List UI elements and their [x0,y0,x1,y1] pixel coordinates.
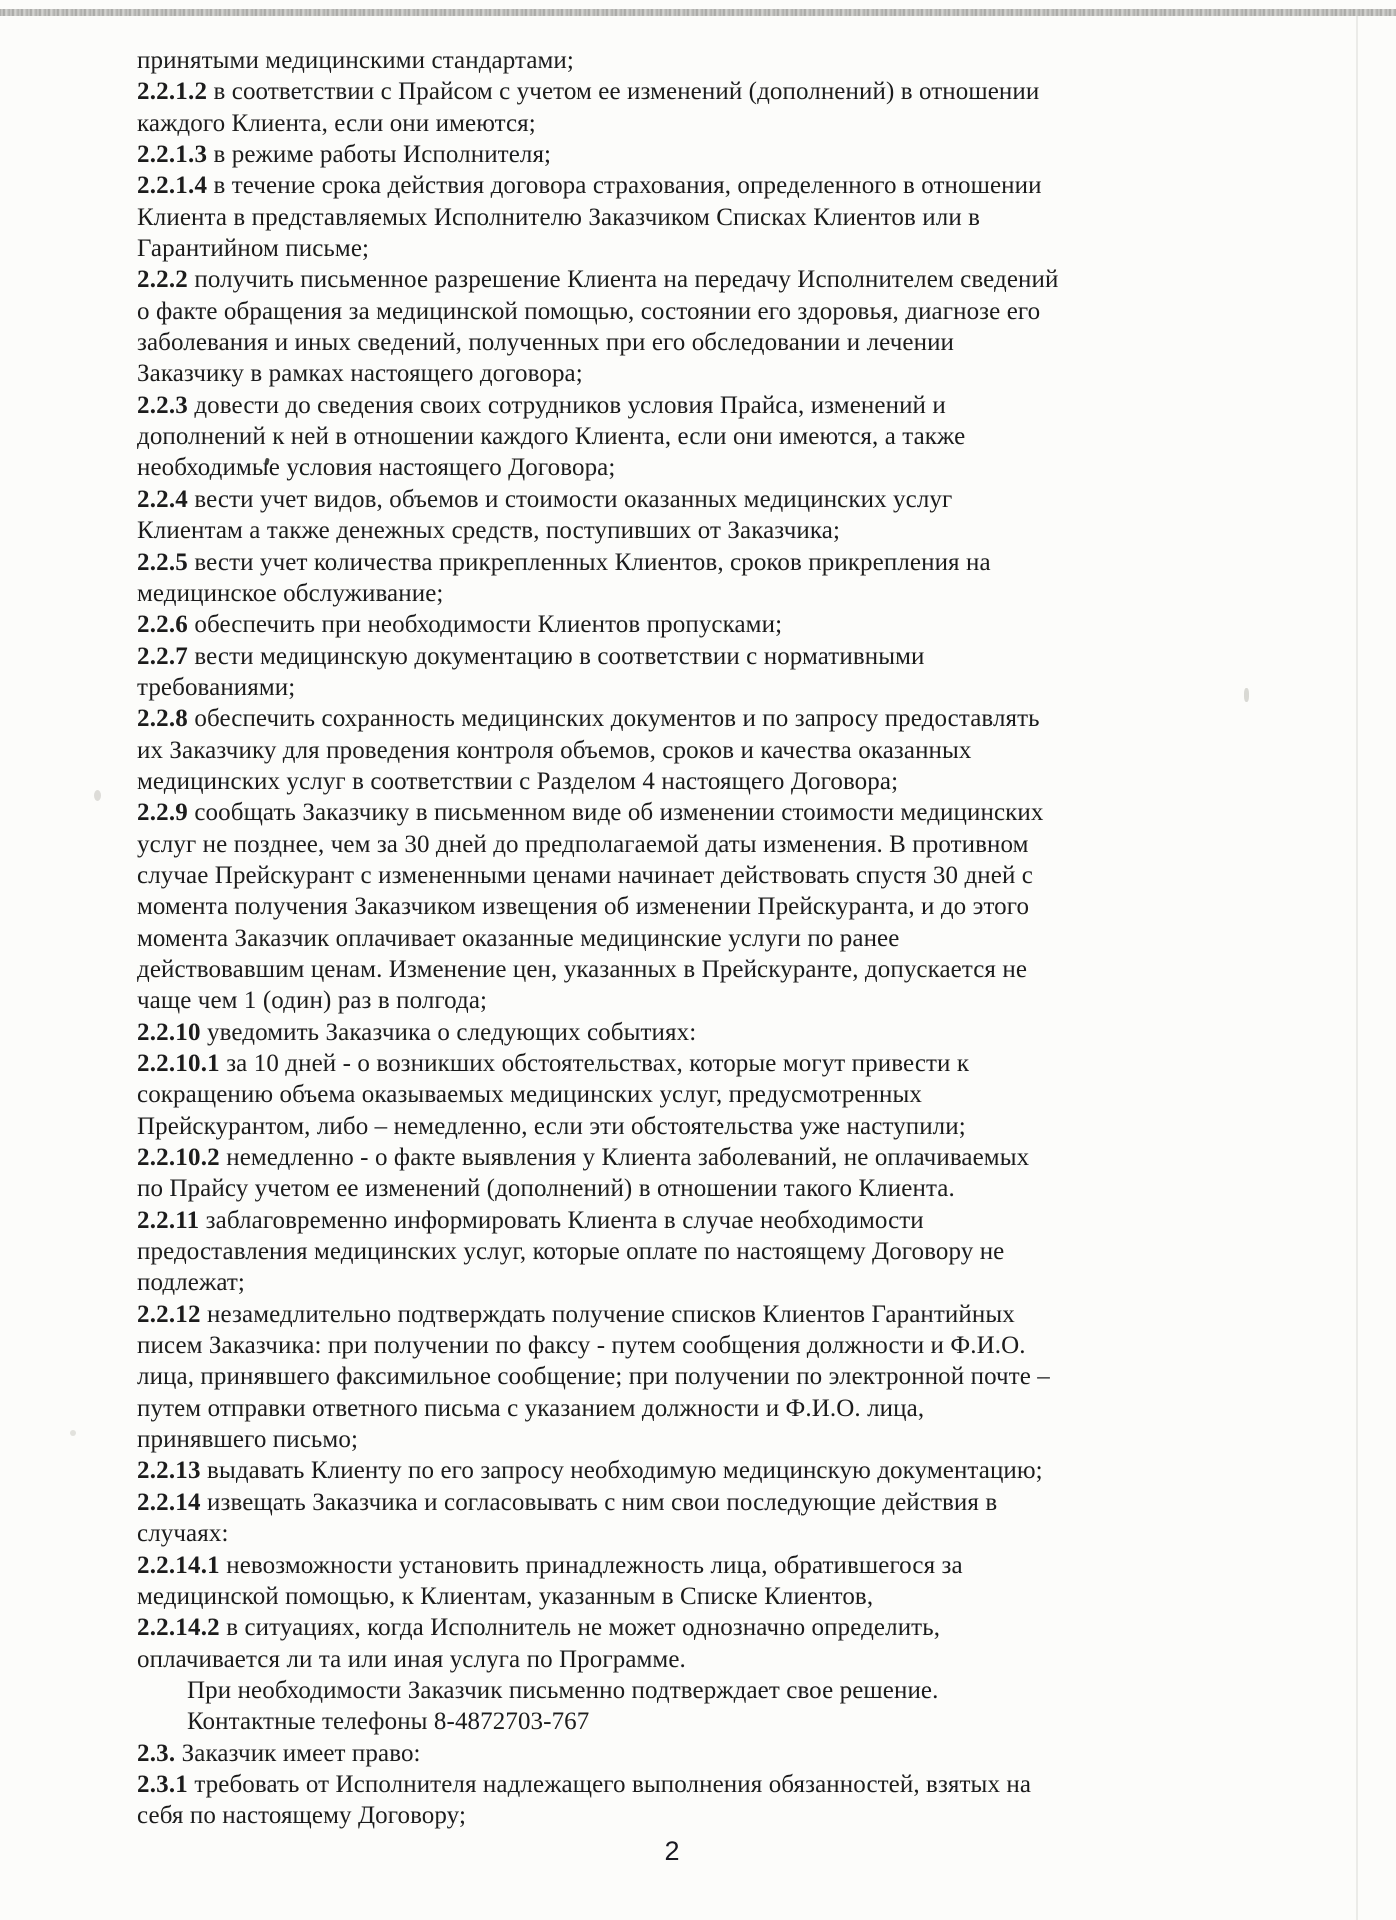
text-line: 2.2.14.2 в ситуациях, когда Исполнитель не может однозначно определить, [137,1614,941,1642]
text-line: писем Заказчика: при получении по факсу - путем сообщения должности и Ф.И.О. [137,1332,1026,1360]
text-line: 2.2.10.2 немедленно - о факте выявления у Клиента заболеваний, не оплачиваемых [137,1144,1030,1172]
text-line: сокращению объема оказываемых медицинских услуг, предусмотренных [137,1081,922,1109]
text-line: необходимые условия настоящего Договора; [137,454,616,482]
text-line: оплачивается ли та или иная услуга по Программе. [137,1645,686,1673]
clause-number: 2.2.1.3 [137,141,208,169]
clause-number: 2.2.14.2 [137,1614,220,1642]
text-line: 2.2.14 извещать Заказчика и согласовывать с ним свои последующие действия в [137,1488,998,1516]
clause-number: 2.2.14.1 [137,1551,220,1579]
page-number: 2 [664,1836,680,1866]
text-line: 2.2.10 уведомить Заказчика о следующих событиях: [137,1018,697,1046]
text-line: Клиентам а также денежных средств, поступивших от Заказчика; [137,517,841,545]
text-line: 2.2.6 обеспечить при необходимости Клиентов пропусками; [137,611,783,639]
text-line: принятыми медицинскими стандартами; [137,47,574,74]
clause-number: 2.2.10 [137,1018,201,1046]
text-line: подлежат; [137,1269,245,1297]
text-line: 2.2.2 получить письменное разрешение Клиента на передачу Исполнителем сведений [137,266,1059,294]
scanner-streak-artifact [1356,16,1358,1920]
clause-number: 2.2.10.2 [137,1144,220,1172]
text-line: чаще чем 1 (один) раз в полгода; [137,987,488,1015]
text-line: 2.2.5 вести учет количества прикрепленных Клиентов, сроков прикрепления на [137,548,991,576]
text-line: 2.2.12 незамедлительно подтверждать получение списков Клиентов Гарантийных [137,1300,1015,1328]
clause-number: 2.2.9 [137,799,188,827]
text-line: каждого Клиента, если они имеются; [137,109,536,137]
text-line: 2.2.10.1 за 10 дней - о возникших обстоятельствах, которые могут привести к [137,1050,970,1077]
text-line: Клиента в представляемых Исполнителю Заказчиком Списках Клиентов или в [137,203,981,231]
text-line: лица, принявшего факсимильное сообщение; при получении по электронной почте – [137,1363,1050,1391]
clause-number: 2.2.7 [137,642,188,670]
clause-number: 2.2.1.2 [137,78,208,106]
clause-number: 2.2.3 [137,391,188,419]
text-line: 2.2.14.1 невозможности установить принадлежность лица, обратившегося за [137,1551,963,1579]
clause-number: 2.3. [137,1739,176,1767]
text-line: При необходимости Заказчик письменно подтверждает свое решение. [187,1676,939,1704]
text-line: 2.2.3 довести до сведения своих сотрудников условия Прайса, изменений и [137,391,946,419]
clause-number: 2.2.13 [137,1457,201,1485]
text-line: 2.2.7 вести медицинскую документацию в соответствии с нормативными [137,642,925,670]
text-line: 2.2.4 вести учет видов, объемов и стоимости оказанных медицинских услуг [137,485,953,513]
text-line: 2.2.11 заблаговременно информировать Клиента в случае необходимости [137,1206,924,1234]
text-line: себя по настоящему Договору; [137,1802,466,1830]
clause-number: 2.2.4 [137,485,188,513]
scan-speck [70,1430,76,1436]
text-line: 2.2.1.4 в течение срока действия договора страхования, определенного в отношении [137,172,1042,200]
text-line: случаях: [137,1520,229,1548]
clause-number: 2.2.5 [137,548,188,576]
text-line: услуг не позднее, чем за 30 дней до предполагаемой даты изменения. В противном [137,830,1029,858]
clause-number: 2.2.8 [137,705,188,733]
text-line: действовавшим ценам. Изменение цен, указанных в Прейскуранте, допускается не [137,955,1028,983]
clause-number: 2.3.1 [137,1770,188,1798]
clause-number: 2.2.10.1 [137,1050,220,1077]
text-line: 2.2.8 обеспечить сохранность медицинских документов и по запросу предоставлять [137,705,1040,733]
text-line: медицинское обслуживание; [137,579,444,607]
clause-number: 2.2.11 [137,1206,200,1234]
text-line: заболевания и иных сведений, полученных при его обследовании и лечении [137,329,955,357]
clause-number: 2.2.12 [137,1300,201,1328]
text-line: их Заказчику для проведения контроля объемов, сроков и качества оказанных [137,736,972,764]
clause-number: 2.2.6 [137,611,188,639]
clause-number: 2.2.1.4 [137,172,208,200]
text-line: предоставления медицинских услуг, которые оплате по настоящему Договору не [137,1238,1005,1266]
scan-speck [94,790,101,801]
text-line: требованиями; [137,673,296,701]
text-line: дополнений к ней в отношении каждого Клиента, если они имеются, а также [137,423,966,451]
text-line: принявшего письмо; [137,1426,358,1454]
text-line: 2.3.1 требовать от Исполнителя надлежащего выполнения обязанностей, взятых на [137,1770,1032,1798]
text-line: 2.2.1.2 в соответствии с Прайсом с учетом ее изменений (дополнений) в отношении [137,78,1040,106]
text-line: о факте обращения за медицинской помощью, состоянии его здоровья, диагнозе его [137,297,1041,325]
document-body [137,45,1257,1832]
text-line: Заказчику в рамках настоящего договора; [137,360,583,388]
text-line: 2.2.9 сообщать Заказчику в письменном виде об изменении стоимости медицинских [137,799,1044,827]
scanner-edge-artifact [0,9,1396,16]
text-line: 2.2.1.3 в режиме работы Исполнителя; [137,141,552,169]
clause-number: 2.2.14 [137,1488,201,1516]
text-line: момента Заказчик оплачивает оказанные медицинские услуги по ранее [137,924,900,952]
text-line: Гарантийном письме; [137,235,370,263]
text-line: медицинских услуг в соответствии с Разделом 4 настоящего Договора; [137,767,899,795]
text-line: путем отправки ответного письма с указанием должности и Ф.И.О. лица, [137,1394,925,1422]
text-line: 2.3. Заказчик имеет право: [137,1739,421,1767]
text-line: Прейскурантом, либо – немедленно, если эти обстоятельства уже наступили; [137,1112,966,1140]
clause-number: 2.2.2 [137,266,188,294]
text-line: 2.2.13 выдавать Клиенту по его запросу необходимую медицинскую документацию; [137,1457,1043,1485]
text-line: Контактные телефоны 8-4872703-767 [187,1708,590,1736]
text-line: случае Прейскурант с измененными ценами начинает действовать спустя 30 дней с [137,861,1034,889]
text-line: медицинской помощью, к Клиентам, указанным в Списке Клиентов, [137,1582,874,1610]
text-line: момента получения Заказчиком извещения об изменении Прейскуранта, и до этого [137,893,1030,921]
text-line: по Прайсу учетом ее изменений (дополнений) в отношении такого Клиента. [137,1175,955,1203]
